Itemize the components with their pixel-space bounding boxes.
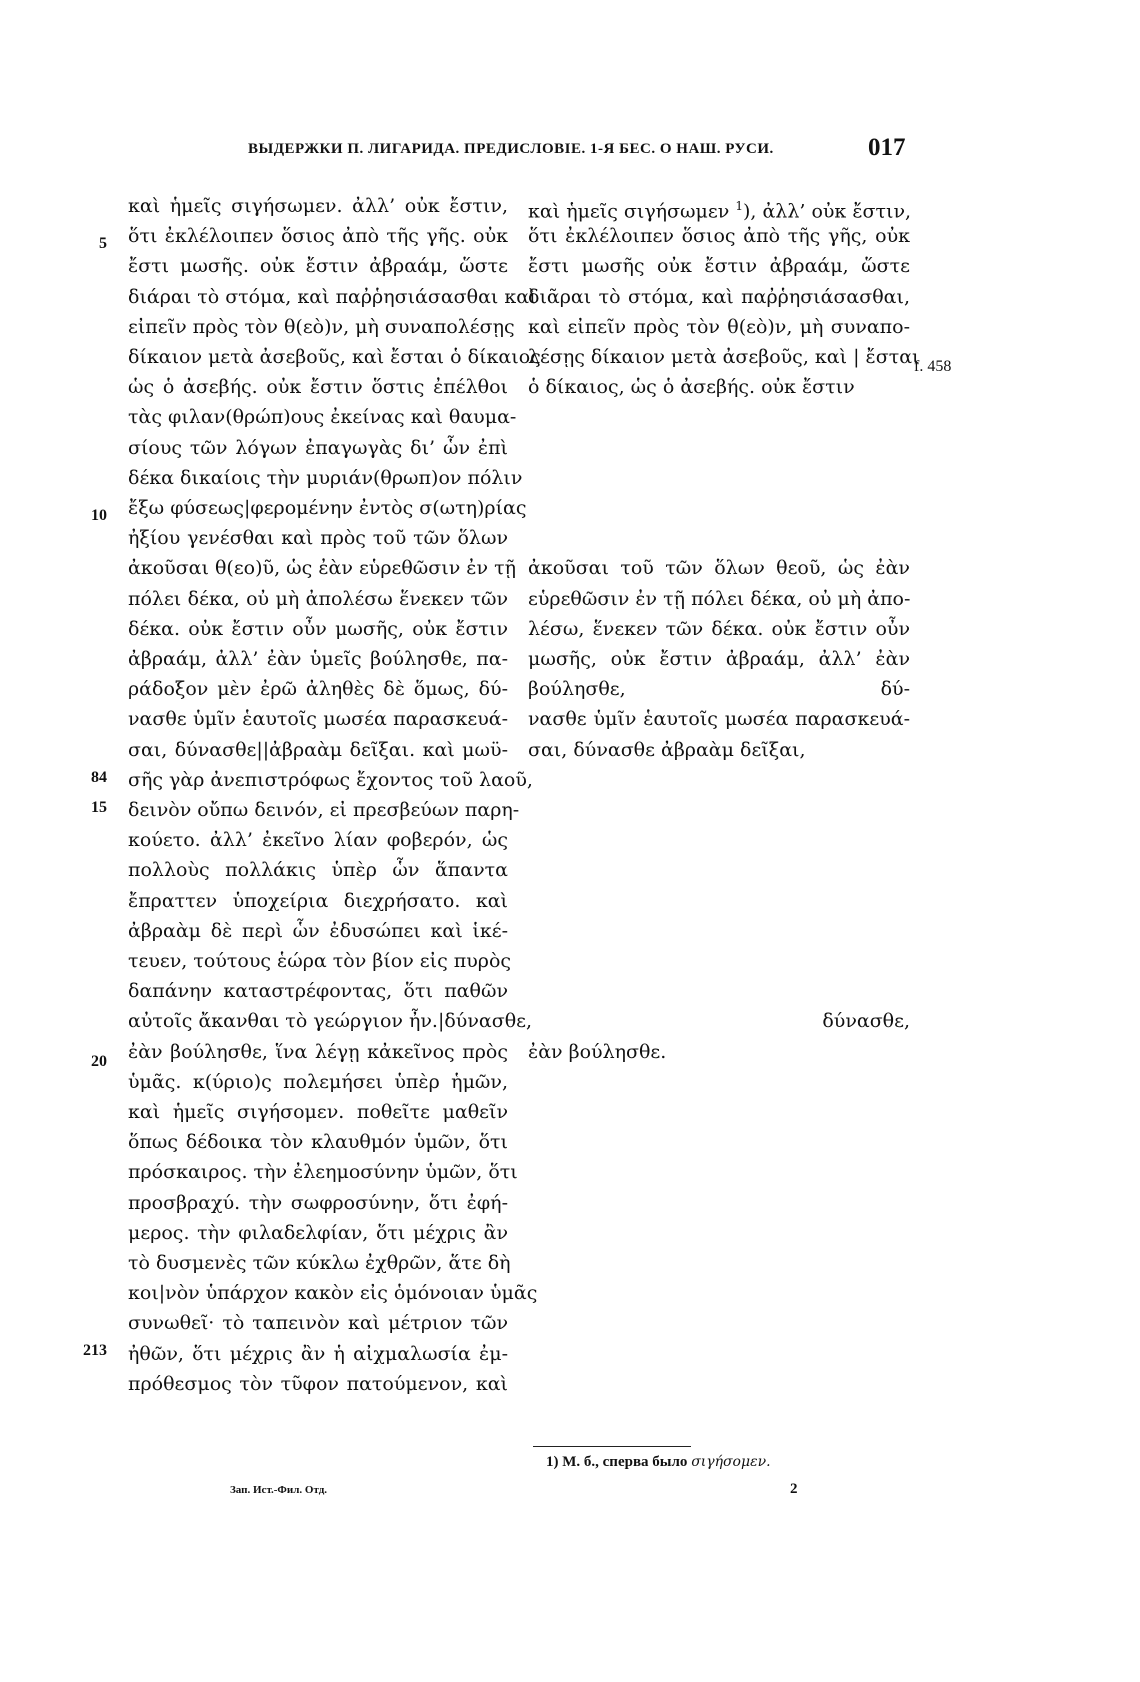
margin-line-number: 213 (83, 1342, 107, 1359)
left-line: σαι, δύνασθε||ἀβραὰμ δεῖξαι. καὶ μωϋ- (128, 738, 508, 761)
left-line: ἀβραὰμ δὲ περὶ ὧν ἐδυσώπει καὶ ἱκέ- (128, 919, 508, 942)
left-line: πρόσκαιρος. τὴν ἐλεημοσύνην ὑμῶν, ὅτι (128, 1161, 518, 1184)
left-line: ἐὰν βούλησθε, ἵνα λέγῃ κἀκεῖνος πρὸς (128, 1040, 508, 1063)
left-line: συνωθεῖ· τὸ ταπεινὸν καὶ μέτριον τῶν (128, 1312, 508, 1335)
running-title: ВЫДЕРЖКИ П. ЛИГАРИДА. ПРЕДИСЛОВІЕ. 1-Я БЕС. О НАШ. РУСИ. (248, 141, 774, 157)
left-line: εἰπεῖν πρὸς τὸν θ(εὸ)ν, μὴ συναπολέσῃς (128, 315, 515, 338)
right-line: δύ- (880, 678, 910, 701)
left-line: σῆς γὰρ ἀνεπιστρόφως ἔχοντος τοῦ λαοῦ, (128, 768, 533, 791)
right-line: μωσῆς, οὐκ ἔστιν ἀβραάμ, ἀλλ’ ἐὰν (528, 648, 910, 670)
footnote-ref: 1 (735, 199, 743, 213)
left-line: ὅπως δέδοικα τὸν κλαυθμόν ὑμῶν, ὅτι (128, 1131, 508, 1154)
left-line: κούετο. ἀλλ’ ἐκεῖνο λίαν φοβερόν, ὡς (128, 829, 508, 852)
right-line: ἐὰν βούλησθε. (528, 1040, 667, 1063)
left-line: ἔστι μωσῆς. οὐκ ἔστιν ἀβραάμ, ὥστε (128, 255, 508, 278)
left-line: ἀκοῦσαι θ(εο)ῦ, ὡς ἐὰν εὑρεθῶσιν ἐν τῇ (128, 557, 516, 580)
left-line: ἠξίου γενέσθαι καὶ πρὸς τοῦ τῶν ὅλων (128, 527, 508, 550)
left-line: καὶ ἡμεῖς σιγήσωμεν. ἀλλ’ οὐκ ἔστιν, (128, 195, 508, 217)
right-line: καὶ εἰπεῖν πρὸς τὸν θ(εὸ)ν, μὴ συναπο- (528, 315, 910, 338)
left-line: καὶ ἡμεῖς σιγήσομεν. ποθεῖτε μαθεῖν (128, 1101, 508, 1123)
margin-line-number: 84 (91, 769, 107, 786)
right-line: ἀκοῦσαι τοῦ τῶν ὅλων θεοῦ, ὡς ἐὰν (528, 557, 910, 580)
left-line: ὡς ὁ ἀσεβής. οὐκ ἔστιν ὅστις ἐπέλθοι (128, 376, 508, 399)
left-line: ὅτι ἐκλέλοιπεν ὅσιος ἀπὸ τῆς γῆς. οὐκ (128, 225, 508, 248)
margin-line-number: 5 (99, 235, 107, 252)
left-line: πρόθεσμος τὸν τῦφον πατούμενον, καὶ (128, 1372, 508, 1395)
left-line: μερος. τὴν φιλαδελφίαν, ὅτι μέχρις ἂν (128, 1221, 508, 1244)
right-line: ὅτι ἐκλέλοιπεν ὅσιος ἀπὸ τῆς γῆς, οὐκ (528, 225, 910, 248)
left-line: δαπάνην καταστρέφοντας, ὅτι παθῶν (128, 980, 508, 1003)
left-line: κοι|νὸν ὑπάρχον κακὸν εἰς ὁμόνοιαν ὑμᾶς (128, 1282, 538, 1305)
signature-number: 2 (790, 1481, 798, 1497)
footnote: 1) М. б., сперва было σιγήσομεν. (546, 1454, 771, 1470)
right-line: λέσω, ἕνεκεν τῶν δέκα. οὐκ ἔστιν οὖν (528, 617, 910, 640)
footnote-divider (533, 1446, 691, 1447)
right-line: ὁ δίκαιος, ὡς ὁ ἀσεβής. οὐκ ἔστιν (528, 376, 855, 399)
left-line: αὐτοῖς ἄκανθαι τὸ γεώργιον ἦν.|δύνασθε, (128, 1010, 533, 1033)
margin-line-number: 10 (91, 507, 107, 524)
signature-mark: Зап. Ист.-Фил. Отд. (230, 1484, 328, 1496)
right-line: λέσῃς δίκαιον μετὰ ἀσεβοῦς, καὶ | ἔσται (528, 346, 920, 368)
right-line: δύνασθε, (822, 1010, 910, 1033)
left-line: τευεν, τούτους ἑώρα τὸν βίον εἰς πυρὸς (128, 950, 512, 972)
left-line: ἔξω φύσεως|φερομένην ἐντὸς σ(ωτη)ρίας (128, 497, 527, 519)
left-line: ἠθῶν, ὅτι μέχρις ἂν ἡ αἰχμαλωσία ἐμ- (128, 1342, 508, 1365)
right-line: εὑρεθῶσιν ἐν τῇ πόλει δέκα, οὐ μὴ ἀπο- (528, 587, 911, 610)
left-line: ἔπραττεν ὑποχείρια διεχρήσατο. καὶ (128, 889, 508, 912)
left-line: διάραι τὸ στόμα, καὶ παῤῥησιάσασθαι καὶ (128, 285, 537, 308)
right-line: νασθε ὑμῖν ἑαυτοῖς μωσέα παρασκευά- (528, 708, 910, 731)
left-line: δέκα δικαίοις τὴν μυριάν(θρωπ)ον πόλιν (128, 466, 523, 489)
right-line: διᾶραι τὸ στόμα, καὶ παῤῥησιάσασθαι, (528, 285, 910, 308)
left-line: νασθε ὑμῖν ἑαυτοῖς μωσέα παρασκευά- (128, 708, 508, 731)
right-line: καὶ ἡμεῖς σιγήσωμεν $^1$), ἀλλ’ οὐκ ἔστιν, (528, 199, 912, 223)
left-line: δεινὸν οὔπω δεινόν, εἰ πρεσβεύων παρη- (128, 799, 520, 821)
left-line: τὸ δυσμενὲς τῶν κύκλω ἐχθρῶν, ἅτε δὴ (128, 1252, 511, 1274)
left-line: πόλει δέκα, οὐ μὴ ἀπολέσω ἕνεκεν τῶν (128, 587, 508, 610)
left-line: πολλοὺς πολλάκις ὑπὲρ ὧν ἅπαντα (128, 859, 508, 882)
left-line: σίους τῶν λόγων ἐπαγωγὰς δι’ ὧν ἐπὶ (128, 436, 508, 459)
right-line: σαι, δύνασθε ἀβραὰμ δεῖξαι, (528, 738, 806, 761)
left-line: τὰς φιλαν(θρώπ)ους ἐκείνας καὶ θαυμα- (128, 406, 517, 429)
right-line: ἔστι μωσῆς οὐκ ἔστιν ἀβραάμ, ὥστε (528, 255, 910, 278)
right-line: βούλησθε, (528, 678, 626, 701)
left-line: ράδοξον μὲν ἐρῶ ἀληθὲς δὲ ὅμως, δύ- (128, 678, 508, 701)
left-line: δέκα. οὐκ ἔστιν οὖν μωσῆς, οὐκ ἔστιν (128, 617, 508, 640)
left-line: ἀβραάμ, ἀλλ’ ἐὰν ὑμεῖς βούλησθε, πα- (128, 648, 508, 670)
margin-line-number: 15 (91, 799, 107, 816)
page-number: 017 (868, 134, 906, 161)
left-line: προσβραχύ. τὴν σωφροσύνην, ὅτι ἐφή- (128, 1191, 508, 1214)
margin-line-number: 20 (91, 1053, 107, 1070)
folio-marker: f. 458 (914, 358, 952, 375)
left-line: ὑμᾶς. κ(ύριο)ς πολεμήσει ὑπὲρ ἡμῶν, (128, 1070, 508, 1093)
left-line: δίκαιον μετὰ ἀσεβοῦς, καὶ ἔσται ὁ δίκαιος (128, 346, 541, 368)
